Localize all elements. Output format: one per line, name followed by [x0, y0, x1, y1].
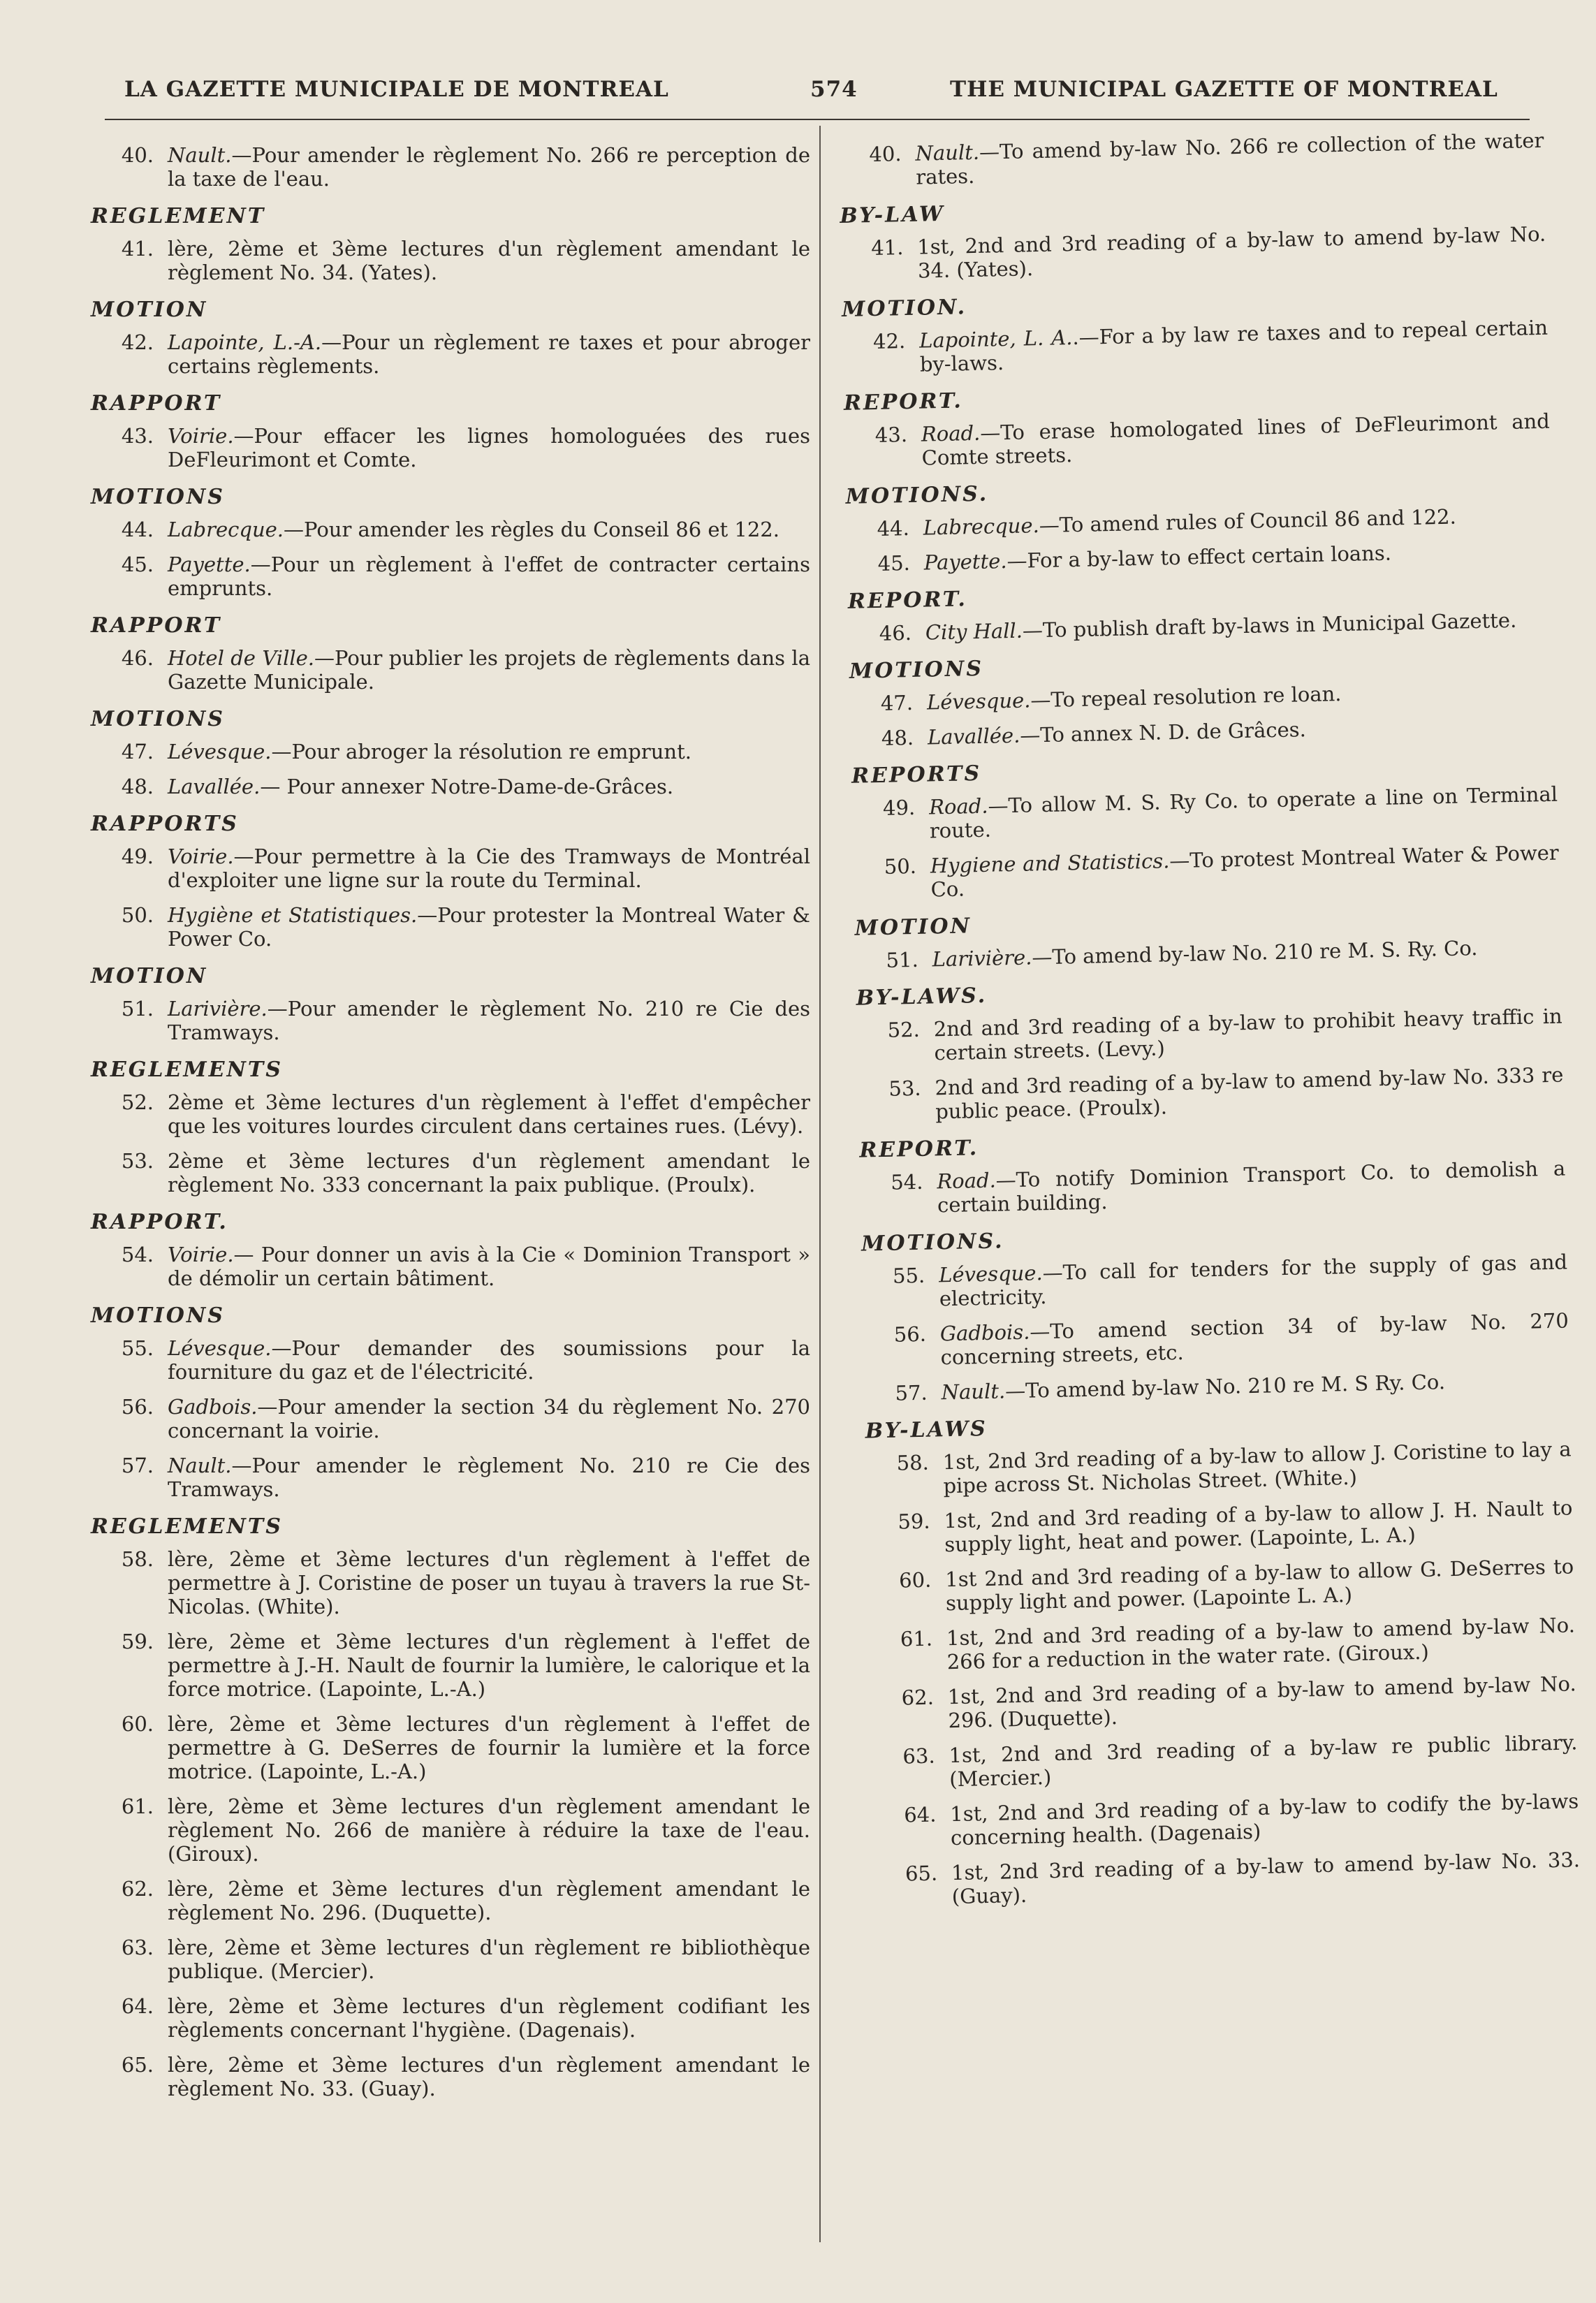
item-description: 1st, 2nd and 3rd reading of a by-law to amend by-law No. 296. (Duquette). [947, 1672, 1576, 1733]
header-rule [105, 119, 1530, 120]
item-text [168, 775, 810, 798]
item-description: —To publish draft by-laws in Municipal Gazette. [1022, 608, 1517, 643]
item-description: 1st 2nd and 3rd reading of a by-law to allow G. DeSerres to supply light and power. (Lapointe L. A.) [944, 1554, 1574, 1616]
item-number: 51. [121, 997, 154, 1021]
agenda-item [91, 1936, 810, 1983]
item-number: 55. [121, 1336, 154, 1360]
item-number: 62. [901, 1685, 935, 1710]
item-text [168, 237, 810, 284]
item-number: 57. [895, 1380, 928, 1405]
agenda-item [846, 503, 1551, 541]
item-number: 43. [874, 423, 908, 447]
agenda-item [856, 1004, 1562, 1067]
agenda-item [838, 129, 1544, 191]
section-heading: REGLEMENTS [91, 1058, 283, 1082]
item-text [941, 1367, 1570, 1404]
item-subject: Hotel de Ville. [168, 646, 314, 670]
item-subject: Lévesque. [938, 1261, 1043, 1287]
item-text [168, 1994, 810, 2042]
agenda-item [91, 1090, 810, 1138]
item-description: 1st, 2nd and 3rd reading of a by-law to codify the by-laws concerning health. (Dagenais) [949, 1789, 1579, 1850]
agenda-item [840, 222, 1546, 284]
agenda-item [855, 935, 1560, 973]
section-heading: MOTIONS [91, 707, 225, 731]
item-number: 46. [121, 646, 154, 670]
item-subject: Labrecque. [168, 518, 284, 541]
item-text [168, 424, 810, 471]
agenda-item [91, 553, 810, 600]
item-number: 61. [900, 1626, 933, 1651]
item-number: 54. [121, 1243, 154, 1266]
page-number: 574 [810, 77, 858, 102]
item-number: 53. [121, 1149, 154, 1173]
item-description: lère, 2ème et 3ème lectures d'un règlement amendant le règlement No. 266 de manière à réduire la taxe de l'eau. (Giroux). [168, 1794, 810, 1866]
item-description: —Pour un règlement à l'effet de contracter certains emprunts. [168, 553, 810, 600]
item-description: —To amend rules of Council 86 and 122. [1039, 504, 1457, 538]
agenda-item [91, 1149, 810, 1197]
item-description: 1st, 2nd 3rd reading of a by-law to amend by-law No. 33. (Guay). [951, 1848, 1581, 1909]
item-description: lère, 2ème et 3ème lectures d'un règlement à l'effet de permettre à J.-H. Nault de fournir la lumière, le calorique et la force motrice. (Lapointe, L.-A.) [168, 1630, 810, 1701]
item-text [168, 1712, 810, 1783]
item-number: 48. [881, 725, 914, 750]
agenda-item [867, 1496, 1573, 1558]
item-number: 53. [888, 1076, 921, 1101]
agenda-item [874, 1848, 1581, 1910]
agenda-item [91, 2053, 810, 2100]
item-text [930, 841, 1560, 902]
item-number: 61. [121, 1794, 154, 1818]
item-description: —Pour permettre à la Cie des Tramways de Montréal d'exploiter une ligne sur la route du Terminal. [168, 845, 810, 892]
agenda-item [864, 1367, 1569, 1405]
item-description: 2nd and 3rd reading of a by-law to prohibit heavy traffic in certain streets. (Levy.) [933, 1004, 1562, 1065]
french-column [91, 136, 810, 2112]
section-heading: MOTION. [841, 295, 967, 322]
agenda-item [91, 1877, 810, 1924]
item-number: 48. [121, 775, 154, 798]
item-number: 58. [121, 1547, 154, 1571]
agenda-item [865, 1437, 1572, 1499]
item-description: —To amend section 34 of by-law No. 270 concerning streets, etc. [940, 1308, 1569, 1370]
agenda-item [91, 775, 810, 798]
agenda-item [91, 1712, 810, 1783]
item-number: 49. [121, 845, 154, 868]
item-number: 42. [121, 330, 154, 354]
agenda-item [91, 997, 810, 1044]
item-text [168, 1454, 810, 1501]
item-description: lère, 2ème et 3ème lectures d'un règlement amendant le règlement No. 34. (Yates). [168, 237, 810, 284]
item-subject: Payette. [923, 549, 1007, 575]
item-text [168, 1936, 810, 1983]
item-number: 52. [121, 1090, 154, 1114]
item-description: —Pour amender le règlement No. 266 re perception de la taxe de l'eau. [168, 143, 810, 191]
section-heading: MOTION [854, 914, 972, 941]
item-text [168, 1877, 810, 1924]
agenda-item [91, 1243, 810, 1290]
item-description: —Pour protester la Montreal Water & Power Co. [168, 903, 810, 951]
agenda-item [858, 1063, 1564, 1125]
item-subject: City Hall. [925, 618, 1023, 645]
section-heading: MOTIONS. [845, 481, 989, 509]
french-title: LA GAZETTE MUNICIPALE DE MONTREAL [124, 77, 669, 102]
item-subject: Gadbois. [168, 1395, 258, 1419]
item-text [928, 712, 1557, 750]
column-divider [819, 126, 821, 2242]
item-number: 60. [121, 1712, 154, 1736]
item-number: 58. [896, 1450, 930, 1475]
item-subject: Nault. [168, 143, 232, 167]
item-description: —To amend by-law No. 266 re collection of the water rates. [915, 128, 1544, 189]
item-description: —For a by-law to effect certain loans. [1006, 541, 1392, 573]
item-number: 54. [890, 1169, 923, 1194]
item-number: 59. [898, 1509, 930, 1534]
item-number: 43. [121, 424, 154, 448]
agenda-item [91, 1630, 810, 1701]
item-number: 63. [902, 1743, 935, 1769]
section-heading: MOTIONS. [861, 1229, 1004, 1257]
item-text [168, 1395, 810, 1442]
item-text [168, 646, 810, 694]
agenda-item [854, 841, 1560, 903]
item-text [923, 503, 1552, 540]
item-description: lère, 2ème et 3ème lectures d'un règlement codifiant les règlements concernant l'hygiène. (Dagenais). [168, 1994, 810, 2042]
item-description: .—For a by law re taxes and to repeal certain by-laws. [919, 315, 1549, 376]
agenda-item [91, 237, 810, 284]
agenda-item [849, 608, 1554, 646]
section-heading: RAPPORT. [91, 1210, 228, 1234]
agenda-item [868, 1554, 1574, 1616]
item-number: 49. [882, 795, 916, 820]
item-number: 41. [870, 235, 904, 261]
agenda-item [862, 1250, 1568, 1312]
item-description: 2ème et 3ème lectures d'un règlement amendant le règlement No. 333 concernant la paix publique. (Proulx). [168, 1149, 810, 1197]
item-description: —Pour amender la section 34 du règlement No. 270 concernant la voirie. [168, 1395, 810, 1442]
item-description: 2nd and 3rd reading of a by-law to amend by-law No. 333 re public peace. (Proulx). [935, 1062, 1564, 1124]
agenda-item [91, 143, 810, 191]
section-heading: RAPPORT [91, 613, 222, 638]
item-number: 40. [121, 143, 154, 167]
section-heading: REGLEMENTS [91, 1514, 283, 1539]
item-subject: Nault. [941, 1379, 1006, 1405]
item-text [168, 1149, 810, 1197]
item-text [921, 409, 1551, 470]
item-description: —Pour amender le règlement No. 210 re Cie des Tramways. [168, 997, 810, 1044]
item-subject: Road. [921, 421, 981, 446]
item-subject: Gadbois. [939, 1319, 1030, 1346]
item-subject: Hygiene and Statistics. [930, 849, 1170, 878]
agenda-item [872, 1730, 1578, 1792]
item-subject: Nault. [168, 1454, 232, 1477]
item-text [168, 1547, 810, 1618]
item-text [168, 2053, 810, 2100]
item-number: 44. [877, 516, 910, 541]
item-text [168, 997, 810, 1044]
item-text [951, 1848, 1581, 1908]
item-number: 62. [121, 1877, 154, 1901]
item-subject: Voirie. [168, 845, 234, 868]
item-number: 56. [893, 1322, 927, 1347]
item-number: 44. [121, 518, 154, 541]
section-heading: RAPPORTS [91, 812, 239, 836]
item-number: 65. [905, 1861, 938, 1886]
item-text [945, 1554, 1574, 1615]
section-heading: REPORT. [843, 388, 964, 416]
item-number: 50. [884, 854, 917, 879]
item-number: 56. [121, 1395, 154, 1419]
agenda-item [842, 316, 1549, 378]
agenda-item [91, 740, 810, 763]
section-heading: BY-LAWS. [856, 983, 988, 1011]
agenda-item [91, 845, 810, 892]
item-text [168, 1243, 810, 1290]
agenda-item [844, 409, 1551, 471]
item-text [168, 553, 810, 600]
agenda-item [852, 782, 1558, 845]
item-description: 2ème et 3ème lectures d'un règlement à l'effet d'empêcher que les voitures lourdes circulent dans certaines rues. (Lévy). [168, 1090, 810, 1138]
section-heading: MOTION [91, 964, 208, 988]
item-text [915, 129, 1544, 189]
item-subject: Lévesque. [926, 688, 1031, 715]
item-subject: Road. [928, 794, 988, 819]
item-subject: Lapointe, L. A. [918, 326, 1073, 353]
item-description: —To amend by-law No. 210 re M. S. Ry. Co. [1032, 936, 1478, 970]
agenda-item [870, 1672, 1576, 1734]
item-number: 46. [879, 620, 912, 645]
item-subject: Voirie. [168, 1243, 234, 1266]
item-number: 40. [869, 142, 902, 167]
agenda-item [860, 1157, 1566, 1219]
item-text [168, 1090, 810, 1138]
item-subject: Payette. [168, 553, 251, 576]
item-text [168, 1630, 810, 1701]
item-number: 60. [898, 1567, 932, 1593]
item-subject: Lévesque. [168, 1336, 272, 1360]
item-text [940, 1308, 1569, 1369]
item-text [939, 1250, 1568, 1310]
section-heading: MOTION [91, 298, 208, 322]
agenda-item [91, 646, 810, 694]
item-number: 45. [121, 553, 154, 576]
item-description: —Pour publier les projets de règlements dans la Gazette Municipale. [168, 646, 810, 694]
agenda-item [873, 1789, 1579, 1851]
item-description: lère, 2ème et 3ème lectures d'un règlement re bibliothèque publique. (Mercier). [168, 1936, 810, 1983]
item-description: —To erase homologated lines of DeFleurimont and Comte streets. [921, 409, 1551, 470]
item-text [946, 1613, 1576, 1674]
agenda-item [91, 1336, 810, 1384]
item-text [927, 678, 1556, 715]
item-description: —To call for tenders for the supply of gas and electricity. [939, 1250, 1568, 1311]
item-text [932, 935, 1561, 972]
item-text [944, 1496, 1573, 1556]
item-description: lère, 2ème et 3ème lectures d'un règlement à l'effet de permettre à G. DeSerres de fournir la lumière et la force motrice. (Lapointe, L.-A.) [168, 1712, 810, 1783]
agenda-item [863, 1308, 1569, 1370]
english-column [838, 122, 1581, 1922]
agenda-item [847, 538, 1552, 576]
item-description: 1st, 2nd and 3rd reading of a by-law to amend by-law No. 34. (Yates). [916, 221, 1546, 283]
item-text [168, 740, 810, 763]
item-description: 1st, 2nd and 3rd reading of a by-law re public library. (Mercier.) [949, 1730, 1578, 1792]
item-number: 64. [903, 1802, 937, 1827]
section-heading: REPORT. [859, 1136, 979, 1163]
item-number: 50. [121, 903, 154, 927]
section-heading: MOTIONS [91, 1303, 225, 1328]
english-title: THE MUNICIPAL GAZETTE OF MONTREAL [950, 77, 1498, 102]
item-text [949, 1730, 1578, 1791]
item-text [947, 1672, 1576, 1732]
item-text [937, 1157, 1566, 1218]
item-text [917, 222, 1546, 283]
item-subject: Lapointe, L.-A. [168, 330, 322, 354]
agenda-item [91, 518, 810, 541]
item-text [168, 518, 810, 541]
item-number: 65. [121, 2053, 154, 2077]
item-text [929, 782, 1558, 843]
item-description: —Pour demander des soumissions pour la fourniture du gaz et de l'électricité. [168, 1336, 810, 1384]
item-number: 63. [121, 1936, 154, 1959]
item-number: 59. [121, 1630, 154, 1653]
section-heading: MOTIONS [849, 656, 984, 684]
agenda-item [91, 1454, 810, 1501]
page-header [112, 77, 1537, 119]
section-heading: REGLEMENT [91, 204, 266, 228]
item-description: — Pour annexer Notre-Dame-de-Grâces. [260, 775, 674, 798]
item-text [942, 1437, 1572, 1498]
section-heading: BY-LAWS [865, 1416, 988, 1444]
agenda-item [850, 678, 1555, 716]
item-description: —To repeal resolution re loan. [1030, 682, 1342, 712]
agenda-item [91, 424, 810, 471]
item-text [168, 845, 810, 892]
item-subject: Lévesque. [168, 740, 272, 763]
item-subject: Larivière. [168, 997, 268, 1021]
item-subject: Labrecque. [923, 513, 1040, 540]
item-text [168, 1336, 810, 1384]
item-description: 1st, 2nd and 3rd reading of a by-law to allow J. H. Nault to supply light, heat and power. (Lapointe, L. A.) [944, 1496, 1573, 1557]
item-subject: Larivière. [932, 945, 1032, 972]
item-number: 45. [877, 550, 911, 576]
item-subject: Lavallée. [168, 775, 261, 798]
item-description: — Pour donner un avis à la Cie « Dominion Transport » de démolir un certain bâtiment. [168, 1243, 810, 1290]
item-description: —To allow M. S. Ry Co. to operate a line on Terminal route. [929, 782, 1558, 843]
item-description: —To protest Montreal Water & Power Co. [930, 840, 1560, 902]
agenda-item [91, 1794, 810, 1866]
item-text [935, 1063, 1564, 1124]
item-description: —Pour abroger la résolution re emprunt. [271, 740, 691, 763]
item-subject: Road. [937, 1168, 997, 1194]
item-text [168, 1794, 810, 1866]
item-subject: Lavallée. [927, 723, 1020, 750]
section-heading: MOTIONS [91, 485, 225, 509]
item-subject: Hygiène et Statistiques. [168, 903, 418, 927]
agenda-item [91, 330, 810, 378]
item-description: —To annex N. D. de Grâces. [1019, 717, 1307, 747]
item-number: 51. [886, 947, 919, 972]
item-description: lère, 2ème et 3ème lectures d'un règlement amendant le règlement No. 296. (Duquette). [168, 1877, 810, 1924]
item-number: 64. [121, 1994, 154, 2018]
item-description: 1st, 2nd and 3rd reading of a by-law to amend by-law No. 266 for a reduction in the water rate. (Giroux.) [946, 1613, 1576, 1674]
item-number: 47. [880, 690, 914, 715]
item-description: —Pour amender les règles du Conseil 86 et 122. [284, 518, 779, 541]
section-heading: RAPPORT [91, 391, 222, 416]
item-description: lère, 2ème et 3ème lectures d'un règlement amendant le règlement No. 33. (Guay). [168, 2053, 810, 2100]
item-text [950, 1789, 1579, 1850]
item-number: 55. [892, 1263, 925, 1288]
item-description: —To notify Dominion Transport Co. to demolish a certain building. [937, 1156, 1566, 1218]
agenda-item [851, 712, 1556, 751]
item-text [923, 538, 1553, 575]
agenda-item [91, 1395, 810, 1442]
item-description: —Pour amender le règlement No. 210 re Cie des Tramways. [168, 1454, 810, 1501]
section-heading: REPORT. [847, 587, 968, 614]
item-number: 41. [121, 237, 154, 261]
item-subject: Nault. [915, 140, 980, 166]
agenda-item [91, 1547, 810, 1618]
agenda-item [91, 903, 810, 951]
item-description: —Pour effacer les lignes homologuées des rues DeFleurimont et Comte. [168, 424, 810, 471]
section-heading: REPORTS [851, 761, 982, 789]
item-text [919, 316, 1549, 376]
item-text [925, 608, 1555, 645]
item-number: 47. [121, 740, 154, 763]
item-description: —Pour un règlement re taxes et pour abroger certains règlements. [168, 330, 810, 378]
item-number: 52. [887, 1017, 921, 1042]
item-number: 57. [121, 1454, 154, 1477]
agenda-item [91, 1994, 810, 2042]
item-description: 1st, 2nd 3rd reading of a by-law to allow J. Coristine to lay a pipe across St. Nicholas Street. (White.) [942, 1437, 1572, 1498]
agenda-item [870, 1613, 1576, 1675]
item-description: —To amend by-law No. 210 re M. S Ry. Co. [1004, 1370, 1446, 1403]
item-description: lère, 2ème et 3ème lectures d'un règlement à l'effet de permettre à J. Coristine de poser un tuyau à travers la rue St-Nicolas. (White). [168, 1547, 810, 1618]
item-text [933, 1004, 1562, 1065]
item-number: 42. [872, 329, 906, 354]
section-heading: BY-LAW [840, 201, 945, 228]
item-subject: Voirie. [168, 424, 234, 448]
item-text [168, 903, 810, 951]
item-text [168, 143, 810, 191]
item-text [168, 330, 810, 378]
